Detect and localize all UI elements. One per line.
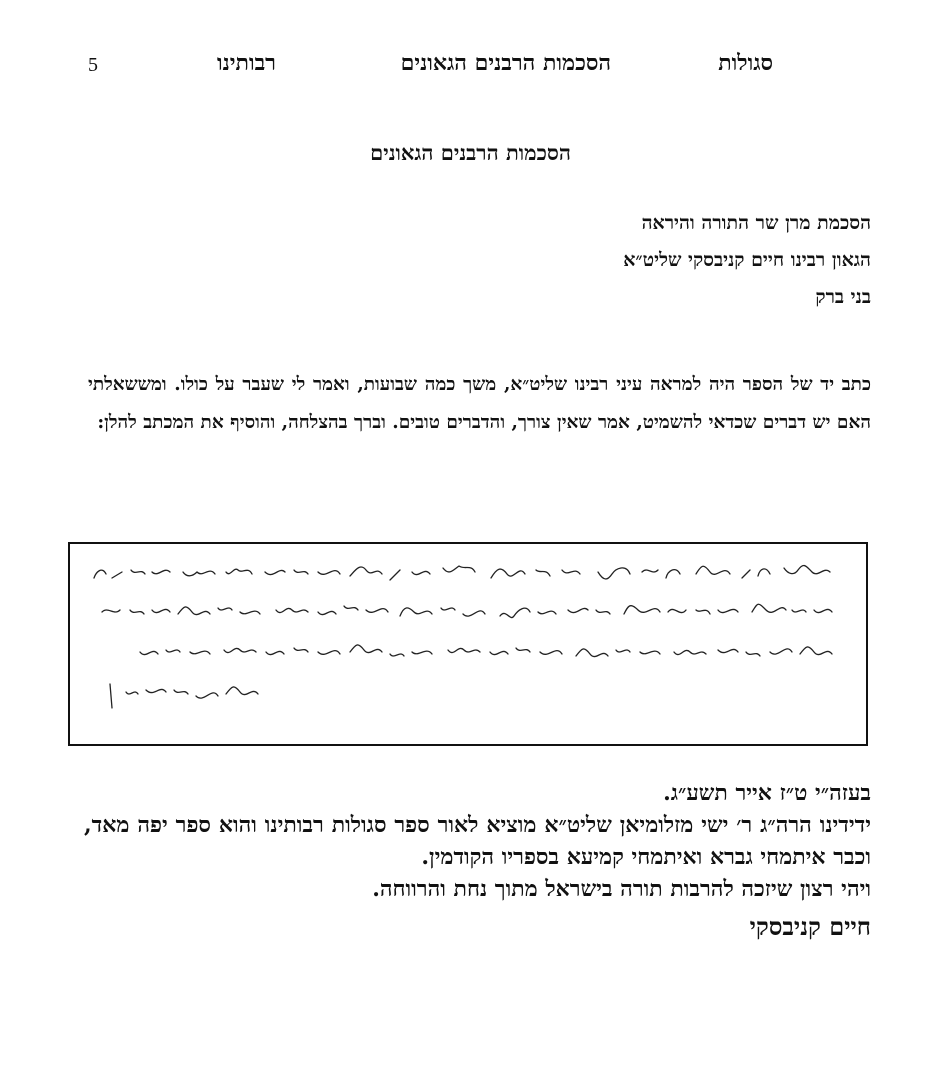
handwritten-letter-image (68, 542, 868, 746)
intro-paragraph: כתב יד של הספר היה למראה עיני רבינו שליט״א, משך כמה שבועות, ואמר לי שעבר על כולו. ומששאלתי האם יש דברים שכדאי להשמיט, אמר שאין צורך, והדברים טובים. וברך בהצלחה, והוסיף את המכתב להלן: (88, 374, 871, 433)
header-book-title-2: רבותינו (216, 50, 276, 76)
handwriting-scribble (70, 544, 866, 744)
header-section-title: הסכמות הרבנים הגאונים (400, 50, 611, 76)
letter-blessing: ויהי רצון שיזכה להרבות תורה בישראל מתוך נחת והרווחה. (372, 876, 871, 902)
approver-name: הגאון רבינו חיים קניבסקי שליט״א (623, 249, 871, 271)
letter-body: ידידינו הרה״ג ר׳ ישי מזלומיאן שליט״א מוציא לאור ספר סגולות רבותינו והוא ספר יפה מאד, וכבר איתמחי גברא ואיתמחי קמיעא בספריו הקודמין. (84, 812, 871, 870)
approver-block (371, 205, 871, 316)
approver-title: הסכמת מרן שר התורה והיראה (641, 212, 871, 234)
page-number: 5 (88, 54, 98, 76)
letter-date: בעזה״י ט״ז אייר תשע״ג. (663, 780, 871, 806)
approver-city: בני ברק (815, 286, 871, 308)
running-header (0, 48, 941, 84)
section-title: הסכמות הרבנים הגאונים (370, 140, 571, 165)
header-book-title: סגולות (718, 50, 773, 76)
letter-transcription (84, 777, 871, 943)
letter-signature: חיים קניבסקי (749, 912, 871, 941)
